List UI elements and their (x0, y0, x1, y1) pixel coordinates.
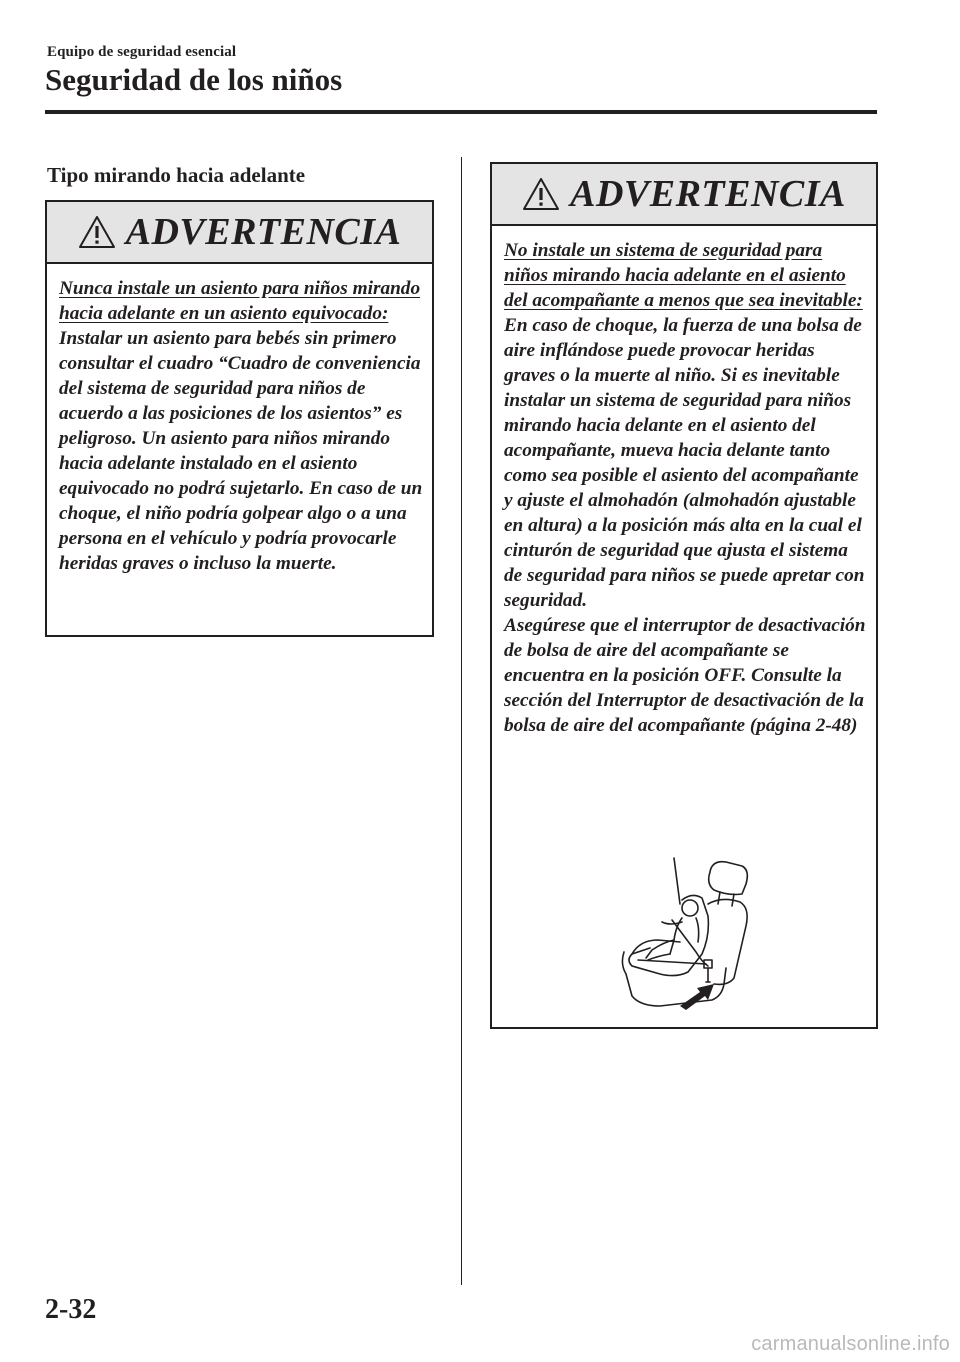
warning-title: ADVERTENCIA (570, 173, 846, 215)
warning-triangle-icon (78, 215, 116, 249)
warning-lead: No instale un sistema de seguridad para niños mirando hacia adelante en el asiento del acompañante a menos que sea inevitable: (504, 240, 863, 311)
warning-lead: Nunca instale un asiento para niños mirando hacia adelante en un asiento equivocado: (59, 278, 421, 324)
column-divider (461, 157, 462, 1285)
page-title: Seguridad de los niños (45, 62, 343, 97)
title-rule (45, 110, 877, 114)
warning-body (47, 264, 432, 576)
warning-body (492, 226, 876, 738)
watermark: carmanualsonline.info (751, 1333, 950, 1355)
section-label: Equipo de seguridad esencial (47, 44, 237, 60)
warning-text-2: Asegúrese que el interruptor de desactivación de bolsa de aire del acompañante se encuentra en la posición OFF. Consulte la sección del Interruptor de desactivación de la bolsa de aire del acompañante (página 2-48) (504, 615, 866, 736)
warning-title: ADVERTENCIA (125, 211, 402, 253)
child-seat-forward-facing-illustration (610, 856, 760, 1014)
subheading: Tipo mirando hacia adelante (47, 163, 306, 187)
warning-triangle-icon (522, 177, 560, 211)
warning-box-right (490, 162, 878, 1029)
warning-text: En caso de choque, la fuerza de una bolsa de aire inflándose puede provocar heridas graves o la muerte al niño. Si es inevitable instalar un sistema de seguridad para niños mirando hacia delante en el asiento del acompañante, mueva hacia delante tanto como sea posible el asiento del acompañante y ajuste el almohadón (almohadón ajustable en altura) a la posición más alta en la cual el cinturón de seguridad que ajusta el sistema de seguridad para niños se puede apretar con seguridad. (504, 315, 865, 611)
page-number: 2-32 (45, 1294, 97, 1325)
warning-text: Instalar un asiento para bebés sin primero consultar el cuadro “Cuadro de conveniencia del sistema de seguridad para niños de acuerdo a las posiciones de los asientos” es peligroso. Un asiento para niños mirando hacia adelante instalado en el asiento equivocado no podrá sujetarlo. En caso de un choque, el niño podría golpear algo o a una persona en el vehículo y podría provocarle heridas graves o incluso la muerte. (59, 328, 423, 574)
warning-header (492, 164, 876, 226)
warning-header (47, 202, 432, 264)
warning-box-left (45, 200, 434, 637)
